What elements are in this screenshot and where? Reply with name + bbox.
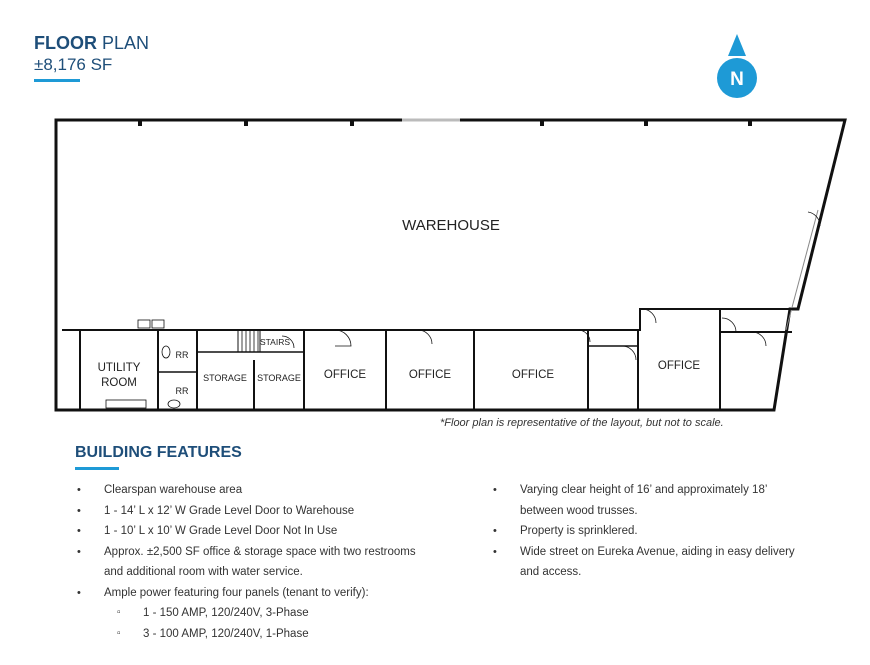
- floor-plan-note: *Floor plan is representative of the layout, but not to scale.: [440, 417, 724, 429]
- feature-item: • 1 - 10’ L x 10’ W Grade Level Door Not In Use: [77, 521, 417, 542]
- room-office-3: OFFICE: [511, 369, 555, 381]
- feature-item: • Varying clear height of 16’ and approximately 18’ between wood trusses.: [493, 480, 813, 521]
- outer-wall: [56, 120, 845, 410]
- title-light: PLAN: [102, 33, 150, 53]
- feature-subitem: ▫ 3 - 100 AMP, 120/240V, 1-Phase: [77, 624, 417, 645]
- features-title: BUILDING FEATURES: [75, 444, 242, 461]
- room-storage-1: STORAGE: [203, 373, 247, 383]
- room-office-2: OFFICE: [408, 369, 452, 381]
- north-label: N: [730, 69, 744, 90]
- room-utility-line1: UTILITY: [97, 362, 141, 374]
- features-underline: [75, 467, 119, 470]
- room-rr-1: RR: [175, 350, 189, 360]
- title-bold: FLOOR: [34, 33, 97, 53]
- feature-item: • Clearspan warehouse area: [77, 480, 417, 501]
- room-utility-line2: ROOM: [101, 377, 137, 389]
- feature-item: • Ample power featuring four panels (tenant to verify):: [77, 583, 417, 604]
- features-right-column: [493, 480, 813, 583]
- feature-item: • Approx. ±2,500 SF office & storage space with two restrooms and additional room with water service.: [77, 542, 417, 583]
- room-warehouse: WAREHOUSE: [402, 217, 500, 234]
- square-footage: ±8,176 SF: [34, 55, 113, 74]
- features-left-column: [77, 480, 417, 644]
- room-office-1: OFFICE: [323, 369, 367, 381]
- feature-item: • Property is sprinklered.: [493, 521, 813, 542]
- feature-item: • 1 - 14’ L x 12’ W Grade Level Door to Warehouse: [77, 501, 417, 522]
- room-storage-2: STORAGE: [257, 373, 301, 383]
- feature-subitem: ▫ 1 - 150 AMP, 120/240V, 3-Phase: [77, 603, 417, 624]
- room-office-4: OFFICE: [657, 360, 701, 372]
- room-stairs: STAIRS: [259, 337, 291, 347]
- room-rr-2: RR: [175, 386, 189, 396]
- feature-item: • Wide street on Eureka Avenue, aiding in easy delivery and access.: [493, 542, 813, 583]
